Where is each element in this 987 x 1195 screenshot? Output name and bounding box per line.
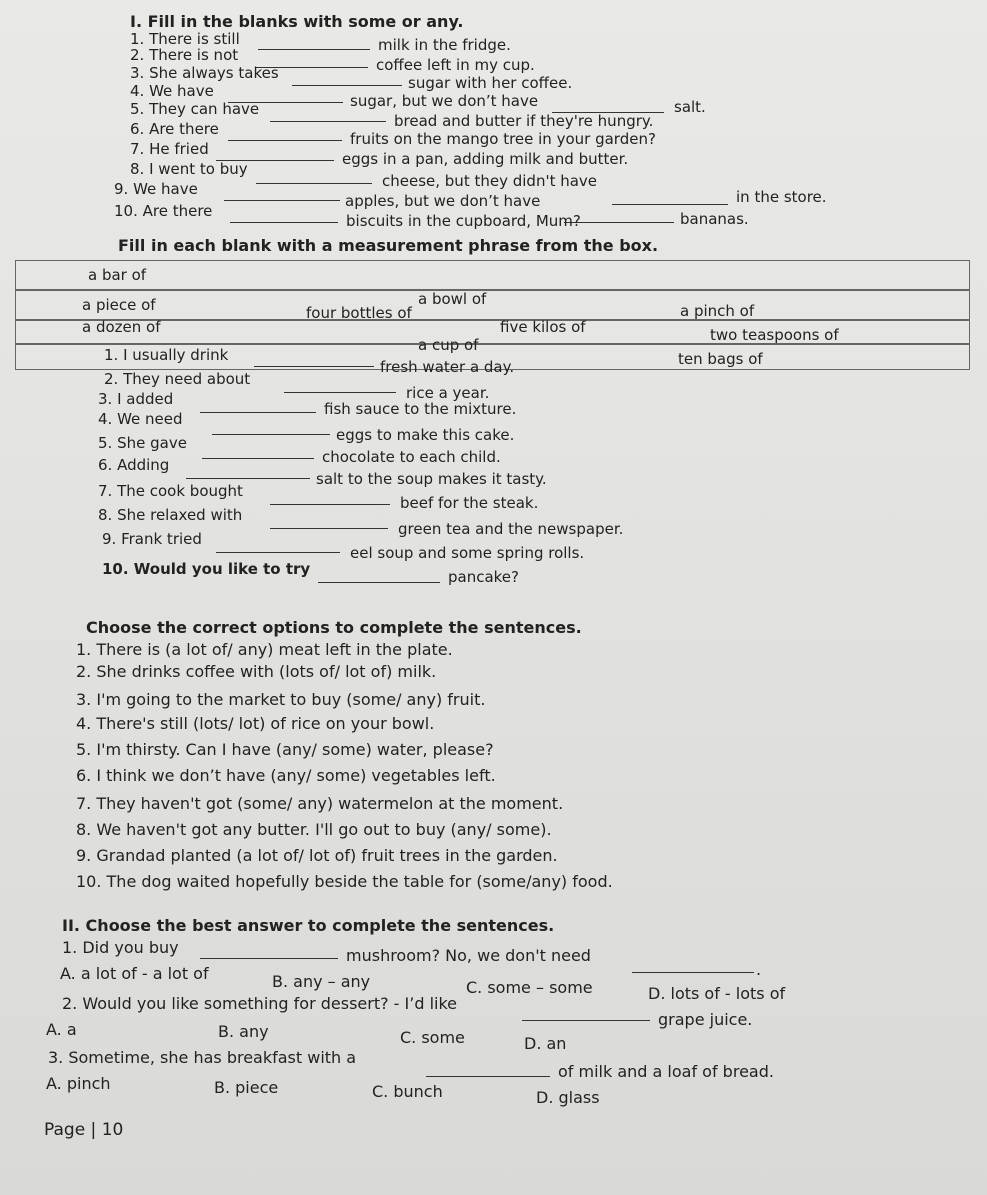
- s1-q8-mid: cheese, but they didn't have: [382, 172, 598, 190]
- s1-q8-blank-2[interactable]: [612, 204, 728, 205]
- box-row-1: [15, 260, 970, 290]
- s2-q10-text: 10. Would you like to try: [102, 560, 311, 578]
- s1-q3-text: 3. She always takes: [130, 64, 279, 82]
- s4-q3-option-c[interactable]: C. bunch: [372, 1082, 443, 1101]
- s2-q8-tail: green tea and the newspaper.: [398, 520, 624, 538]
- s1-q10-text: 10. Are there: [114, 202, 213, 220]
- s1-q2-text: 2. There is not: [130, 46, 239, 64]
- s1-q2-tail: coffee left in my cup.: [376, 56, 535, 74]
- s1-q4-text: 4. We have: [130, 82, 214, 100]
- box-item-bar: a bar of: [88, 266, 147, 284]
- s4-q1-blank-2[interactable]: [632, 972, 754, 973]
- s2-q3-blank[interactable]: [200, 412, 316, 413]
- s3-q1: 1. There is (a lot of/ any) meat left in the plate.: [76, 640, 453, 659]
- s1-q10-tail: biscuits in the cupboard, Mum?: [346, 212, 581, 230]
- s3-q10: 10. The dog waited hopefully beside the table for (some/any) food.: [76, 872, 613, 891]
- s2-q5-blank[interactable]: [202, 458, 314, 459]
- s1-q4-tail: salt.: [674, 98, 706, 116]
- s1-q9-tail: bananas.: [680, 210, 749, 228]
- box-item-bags: ten bags of: [678, 350, 763, 368]
- s1-q5-blank[interactable]: [270, 121, 386, 122]
- s2-q1-text: 1. I usually drink: [104, 346, 229, 364]
- s4-q1-option-d[interactable]: D. lots of - lots of: [648, 984, 786, 1003]
- s2-q9-tail: eel soup and some spring rolls.: [350, 544, 585, 562]
- box-item-bottles: four bottles of: [306, 304, 412, 322]
- s2-q3-text: 3. I added: [98, 390, 174, 408]
- s1-q6-blank[interactable]: [228, 140, 342, 141]
- s2-q7-tail: beef for the steak.: [400, 494, 539, 512]
- s1-q8-tail: in the store.: [736, 188, 827, 206]
- box-item-pinch: a pinch of: [680, 302, 755, 320]
- s3-q2: 2. She drinks coffee with (lots of/ lot of) milk.: [76, 662, 437, 681]
- box-item-cup: a cup of: [418, 336, 479, 354]
- s2-q4-text: 4. We need: [98, 410, 183, 428]
- s2-q7-text: 7. The cook bought: [98, 482, 243, 500]
- s1-q1-text: 1. There is still: [130, 30, 240, 48]
- box-item-bowl: a bowl of: [418, 290, 487, 308]
- s3-q8: 8. We haven't got any butter. I'll go out to buy (any/ some).: [76, 820, 552, 839]
- s2-q3-tail: fish sauce to the mixture.: [324, 400, 517, 418]
- s2-q8-text: 8. She relaxed with: [98, 506, 243, 524]
- page-number: Page | 10: [44, 1120, 124, 1140]
- box-item-piece: a piece of: [82, 296, 156, 314]
- s2-q2-blank[interactable]: [284, 392, 396, 393]
- s4-q1-option-c[interactable]: C. some – some: [466, 978, 593, 997]
- s2-q4-tail: eggs to make this cake.: [336, 426, 515, 444]
- s4-q2-blank[interactable]: [522, 1020, 650, 1021]
- s4-q1-end: .: [756, 960, 762, 979]
- s2-q6-text: 6. Adding: [98, 456, 170, 474]
- box-item-kilos: five kilos of: [500, 318, 586, 336]
- section2-title: Fill in each blank with a measurement phrase from the box.: [118, 236, 659, 255]
- s1-q3-blank[interactable]: [292, 85, 402, 86]
- section4-title: II. Choose the best answer to complete the sentences.: [62, 916, 555, 935]
- s4-q1-option-a[interactable]: A. a lot of - a lot of: [60, 964, 209, 983]
- s4-q3-option-a[interactable]: A. pinch: [46, 1074, 111, 1093]
- s2-q5-tail: chocolate to each child.: [322, 448, 501, 466]
- s2-q8-blank[interactable]: [270, 528, 388, 529]
- s2-q10-blank[interactable]: [318, 582, 440, 583]
- s3-q6: 6. I think we don’t have (any/ some) vegetables left.: [76, 766, 496, 785]
- s1-q6-text: 6. Are there: [130, 120, 219, 138]
- s4-q1-mid: mushroom? No, we don't need: [346, 946, 591, 965]
- s3-q5: 5. I'm thirsty. Can I have (any/ some) water, please?: [76, 740, 494, 759]
- section1-title: I. Fill in the blanks with some or any.: [130, 12, 464, 31]
- s2-q5-text: 5. She gave: [98, 434, 187, 452]
- s1-q5-text: 5. They can have: [130, 100, 260, 118]
- s2-q10-tail: pancake?: [448, 568, 520, 586]
- s4-q2-tail: grape juice.: [658, 1010, 753, 1029]
- s4-q2-option-b[interactable]: B. any: [218, 1022, 269, 1041]
- s4-q3-text: 3. Sometime, she has breakfast with a: [48, 1048, 357, 1067]
- s3-q7: 7. They haven't got (some/ any) watermelon at the moment.: [76, 794, 564, 813]
- s2-q4-blank[interactable]: [212, 434, 330, 435]
- s2-q2-text: 2. They need about: [104, 370, 251, 388]
- s4-q1-blank-1[interactable]: [200, 958, 338, 959]
- s3-q3: 3. I'm going to the market to buy (some/ any) fruit.: [76, 690, 486, 709]
- box-item-dozen: a dozen of: [82, 318, 161, 336]
- s4-q2-option-d[interactable]: D. an: [524, 1034, 567, 1053]
- s4-q2-option-c[interactable]: C. some: [400, 1028, 465, 1047]
- s1-q6-tail: fruits on the mango tree in your garden?: [350, 130, 656, 148]
- s2-q6-blank[interactable]: [186, 478, 310, 479]
- s4-q2-option-a[interactable]: A. a: [46, 1020, 77, 1039]
- s3-q4: 4. There's still (lots/ lot) of rice on your bowl.: [76, 714, 435, 733]
- s1-q9-blank-1[interactable]: [224, 200, 340, 201]
- s3-q9: 9. Grandad planted (a lot of/ lot of) fruit trees in the garden.: [76, 846, 558, 865]
- s4-q3-option-b[interactable]: B. piece: [214, 1078, 279, 1097]
- s2-q1-tail: fresh water a day.: [380, 358, 515, 376]
- s2-q9-blank[interactable]: [216, 552, 340, 553]
- s1-q8-blank-1[interactable]: [256, 183, 372, 184]
- s4-q1-text: 1. Did you buy: [62, 938, 179, 957]
- s4-q3-tail: of milk and a loaf of bread.: [558, 1062, 774, 1081]
- s2-q7-blank[interactable]: [270, 504, 390, 505]
- s1-q4-mid: sugar, but we don’t have: [350, 92, 539, 110]
- s4-q1-option-b[interactable]: B. any – any: [272, 972, 371, 991]
- s1-q9-mid: apples, but we don’t have: [345, 192, 541, 210]
- s1-q9-text: 9. We have: [114, 180, 198, 198]
- s4-q3-blank[interactable]: [426, 1076, 550, 1077]
- s1-q7-tail: eggs in a pan, adding milk and butter.: [342, 150, 629, 168]
- s2-q1-blank[interactable]: [254, 366, 374, 367]
- s2-q2-tail: rice a year.: [406, 384, 490, 402]
- box-item-teaspoons: two teaspoons of: [710, 326, 839, 344]
- s1-q1-tail: milk in the fridge.: [378, 36, 511, 54]
- s1-q7-text: 7. He fried: [130, 140, 209, 158]
- s2-q6-tail: salt to the soup makes it tasty.: [316, 470, 547, 488]
- s1-q5-tail: bread and butter if they're hungry.: [394, 112, 654, 130]
- s4-q3-option-d[interactable]: D. glass: [536, 1088, 600, 1107]
- box-row-2: [15, 290, 970, 320]
- section3-title: Choose the correct options to complete the sentences.: [86, 618, 582, 637]
- s2-q9-text: 9. Frank tried: [102, 530, 202, 548]
- s1-q8-text: 8. I went to buy: [130, 160, 248, 178]
- s1-q10-blank[interactable]: [230, 222, 338, 223]
- s4-q2-text: 2. Would you like something for dessert? - I’d like: [62, 994, 458, 1013]
- s1-q3-tail: sugar with her coffee.: [408, 74, 573, 92]
- s1-q1-blank[interactable]: [258, 49, 370, 50]
